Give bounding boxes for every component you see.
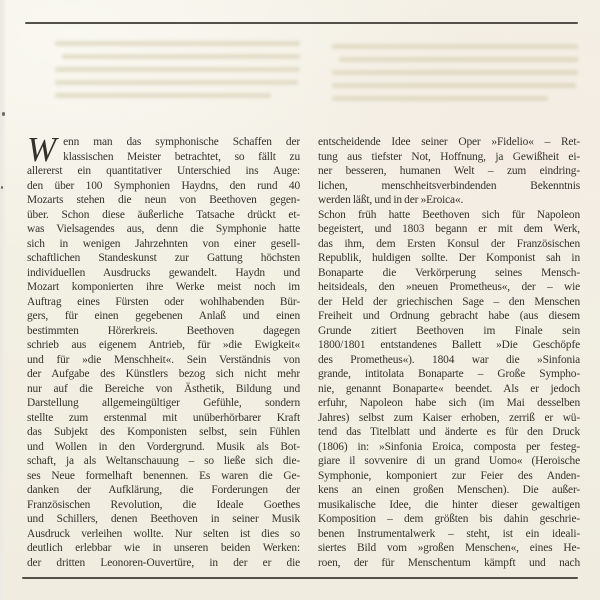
text-line: und für »die Menschheit«. Sein Verständnis von [27,353,300,366]
bleedthrough-line [332,83,576,88]
text-line: enn man das symphonische Schaffen der [63,136,300,148]
bleedthrough-text-right [332,44,578,109]
text-line: Auftrag eines Fürsten oder wohlhabenden Bür- [27,295,300,308]
text-line: nur auf die Bereiche von Ästhetik, Bildung und [27,382,300,395]
text-line: Mozarts stehen die neun von Beethoven gegen- [27,194,300,206]
text-line: Jahres) selbst zum Kaiser erhoben, zerriß er wü- [318,411,580,424]
text-line: deutlich erlebbar wie in unseren beiden Werken: [27,542,300,554]
text-line: musikalische Idee, die hinter dieser gewaltigen [318,498,580,511]
text-line: individuellen Ausdrucks gewandelt. Haydn und [27,266,300,279]
text-line: lichen, menschheitsverbindenden Bekenntnis [318,179,580,192]
text-line: Komposition – dem größten bis dahin geschrie- [318,513,580,525]
drop-cap: W [27,130,57,169]
dust-speck [2,112,5,116]
text-line: und Schillers, denen Beethoven in seiner Musik [27,513,300,525]
text-line: der dritten Leonoren-Ouvertüre, in der er die [27,556,300,569]
text-line: schaft, ja als Weltanschauung – so ließe sich die- [27,455,300,467]
text-line: kens an einen großen Menschen). Die außer- [318,484,580,496]
bleedthrough-line [332,70,578,75]
text-line: nie, genannt Bonaparte« beendet. Als er jedoch [318,382,580,395]
text-line: Symphonie, komponiert zur Feier des Anden- [318,469,580,482]
right-column-lines [318,135,580,570]
bleedthrough-line [332,44,578,49]
text-line: werden läßt, und in der »Eroica«. [318,194,464,206]
text-line: ses Neue formelhaft benennen. Es waren die Ge- [27,469,300,482]
text-line: giare il sovvenire di un grand Uomo« (Heroische [318,455,580,467]
text-line: das Subjekt des Komponisten selbst, sein Fühlen [27,426,300,438]
text-line: 1800/1801 entstandenes Ballett »Die Geschöpfe [318,339,580,351]
text-line: der Aufgabe des Künstlers bezog sich nicht mehr [27,368,300,380]
text-line: des Prometheus«). 1804 war die »Sinfonia [318,353,580,366]
text-line: bestimmten Hörerkreis. Beethoven dagegen [27,324,300,337]
text-line: (1806) in: »Sinfonia Eroica, composta per festeg- [318,440,580,453]
bleedthrough-line [55,41,300,46]
text-line: stellte zum erstenmal mit unüberhörbarer Kraft [27,411,300,424]
text-line: entscheidende Idee seiner Oper »Fidelio« – Ret- [318,136,580,148]
text-line: Grunde zitiert Beethoven im Finale sein [318,324,580,337]
page-left-edge [0,0,6,600]
text-line: und Wollen in den Vordergrund. Musik als Bot- [27,440,300,453]
text-line: schrieb aus eigenem Antrieb, für »die Ewigkeit« [27,339,300,351]
bottom-rule [22,577,578,579]
text-line: tend das Titelblatt und änderte es für den Druck [318,426,580,438]
bleedthrough-text-left [55,41,300,106]
top-rule [25,22,578,24]
text-line: roen, der für Menschentum kämpft und nach [318,556,580,569]
text-line: Republik, huldigen sollte. Der Komponist sah in [318,252,580,264]
left-column-lines [27,130,300,570]
text-line: grande, intitolata Bonaparte – Große Sympho- [318,368,580,380]
bleedthrough-line [332,96,548,101]
text-line: allererst ein quantitativer Unterschied ins Auge: [27,165,300,177]
text-line: tung aus tiefster Not, Hoffnung, ja Gewißheit ei- [318,150,580,163]
text-line: der Held der griechischen Sage – den Menschen [318,295,580,308]
bleedthrough-line [55,93,271,98]
text-line: siertes Bild vom »großen Menschen«, eines He- [318,542,580,554]
text-line: klassischen Meister betrachtet, so fällt zu [63,150,300,163]
text-line: danken der Aufklärung, die Forderungen der [27,484,300,496]
text-line: ner besseren, humanen Welt – zum eindring- [318,165,580,177]
text-line: begeistert, und 1803 begann er mit dem Werk, [318,223,580,235]
bleedthrough-line [339,57,578,62]
text-line: Schon früh hatte Beethoven sich für Napoleon [318,208,580,221]
text-line: benen Instrumentalwerk – steht, ist ein ideali- [318,527,580,540]
text-line: schaftlichen Standeskunst zur Gattung höchsten [27,252,300,264]
bleedthrough-line [55,80,298,85]
text-line: Darstellung allgemeingültiger Gefühle, sondern [27,397,300,409]
left-column [27,130,300,570]
text-line: erfuhr, Napoleon habe sich (im Mai desselben [318,397,580,409]
bleedthrough-line [62,54,300,59]
text-line: Freiheit und Ordnung gebracht habe (aus diesem [318,310,580,322]
text-line: Ausdruck verleihen wollte. Nur selten ist dies so [27,527,300,540]
text-line: was Vielsagendes aus, denn die Symphonie hatte [27,223,300,235]
text-line: das ihm, dem Ersten Konsul der Französischen [318,237,580,250]
text-line: gers, für einen gegebenen Anlaß und einen [27,310,300,322]
text-line: den über 100 Symphonien Haydns, den rund 40 [27,179,300,192]
right-column [318,135,580,570]
text-line: über. Schon diese äußerliche Tatsache drückt et- [27,208,300,221]
bleedthrough-line [55,67,300,72]
text-line: Bonaparte die Verkörperung seines Mensch- [318,266,580,279]
text-line: Französischen Revolution, die Ideale Goethes [27,498,300,511]
dust-speck [1,186,3,189]
text-line: heitsideals, den »neuen Prometheus«, der – wie [318,281,580,293]
text-line: Mozart komponierten ihre Werke meist noch im [27,281,300,293]
text-line: sich in wenigen Jahrzehnten von einer gesell- [27,237,300,250]
